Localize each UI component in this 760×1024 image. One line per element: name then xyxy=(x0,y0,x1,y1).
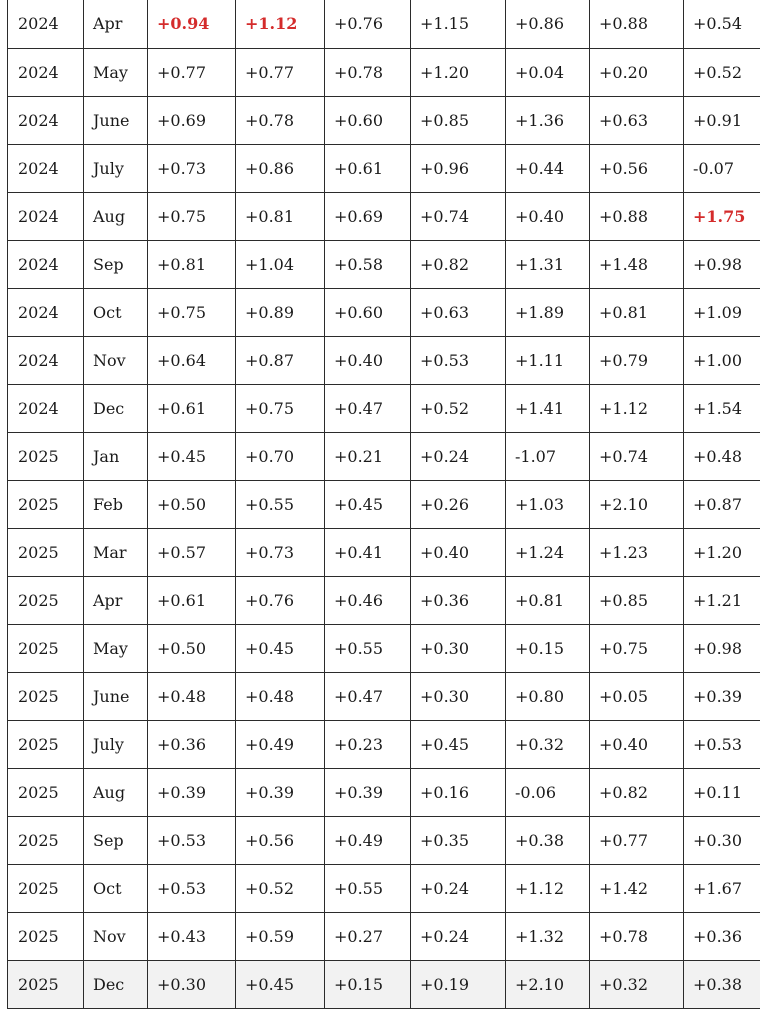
value-cell: +0.61 xyxy=(148,384,236,432)
value-cell: +0.40 xyxy=(411,528,506,576)
value-cell: +0.23 xyxy=(325,720,411,768)
value-cell: +0.55 xyxy=(325,864,411,912)
value-cell: +0.98 xyxy=(684,624,760,672)
year-cell: 2025 xyxy=(8,816,84,864)
value-cell: +0.70 xyxy=(236,432,325,480)
value-cell: +0.74 xyxy=(411,192,506,240)
table-row xyxy=(8,432,760,480)
value-cell: +0.76 xyxy=(325,0,411,48)
value-cell: +0.48 xyxy=(684,432,760,480)
value-cell: +0.46 xyxy=(325,576,411,624)
value-cell: +0.55 xyxy=(236,480,325,528)
value-cell-highlighted: +1.12 xyxy=(236,0,325,48)
value-cell: +0.24 xyxy=(411,432,506,480)
value-cell: +2.10 xyxy=(506,960,590,1008)
value-cell: +0.81 xyxy=(506,576,590,624)
month-cell: Aug xyxy=(84,192,148,240)
value-cell: +0.78 xyxy=(236,96,325,144)
month-cell: Oct xyxy=(84,288,148,336)
value-cell: +0.52 xyxy=(411,384,506,432)
value-cell: +0.74 xyxy=(590,432,684,480)
table-row xyxy=(8,192,760,240)
value-cell: +0.88 xyxy=(590,0,684,48)
value-cell: +1.15 xyxy=(411,0,506,48)
month-cell: Dec xyxy=(84,960,148,1008)
value-cell: +0.52 xyxy=(684,48,760,96)
value-cell: +0.63 xyxy=(590,96,684,144)
month-cell: Dec xyxy=(84,384,148,432)
value-cell: +0.63 xyxy=(411,288,506,336)
table-row xyxy=(8,144,760,192)
table-body xyxy=(8,0,760,1008)
value-cell: +0.85 xyxy=(590,576,684,624)
value-cell: +0.50 xyxy=(148,480,236,528)
month-cell: Apr xyxy=(84,576,148,624)
value-cell: +1.42 xyxy=(590,864,684,912)
month-cell: Sep xyxy=(84,240,148,288)
table-row xyxy=(8,912,760,960)
value-cell: +0.30 xyxy=(148,960,236,1008)
month-cell: Apr xyxy=(84,0,148,48)
value-cell: +0.45 xyxy=(236,624,325,672)
value-cell: +0.48 xyxy=(148,672,236,720)
value-cell: +1.00 xyxy=(684,336,760,384)
month-cell: Nov xyxy=(84,336,148,384)
value-cell: +0.49 xyxy=(236,720,325,768)
value-cell: +0.56 xyxy=(590,144,684,192)
value-cell: +1.54 xyxy=(684,384,760,432)
year-cell: 2024 xyxy=(8,144,84,192)
value-cell: +0.82 xyxy=(411,240,506,288)
value-cell: +1.67 xyxy=(684,864,760,912)
value-cell-highlighted: +1.75 xyxy=(684,192,760,240)
value-cell: +1.89 xyxy=(506,288,590,336)
value-cell: +0.60 xyxy=(325,96,411,144)
table-row xyxy=(8,528,760,576)
value-cell: +1.20 xyxy=(684,528,760,576)
value-cell: +1.31 xyxy=(506,240,590,288)
month-cell: Oct xyxy=(84,864,148,912)
value-cell: +1.41 xyxy=(506,384,590,432)
value-cell: +0.81 xyxy=(236,192,325,240)
anomaly-table xyxy=(7,0,760,1009)
table-row xyxy=(8,864,760,912)
value-cell: +0.39 xyxy=(148,768,236,816)
value-cell: +0.32 xyxy=(590,960,684,1008)
year-cell: 2025 xyxy=(8,768,84,816)
table-row xyxy=(8,480,760,528)
value-cell: +0.73 xyxy=(148,144,236,192)
table-row xyxy=(8,336,760,384)
value-cell: +1.03 xyxy=(506,480,590,528)
value-cell: +2.10 xyxy=(590,480,684,528)
value-cell: +0.40 xyxy=(590,720,684,768)
value-cell: +1.32 xyxy=(506,912,590,960)
month-cell: May xyxy=(84,624,148,672)
table-row xyxy=(8,624,760,672)
value-cell: +1.12 xyxy=(590,384,684,432)
value-cell: +0.50 xyxy=(148,624,236,672)
table-row xyxy=(8,672,760,720)
value-cell: +0.21 xyxy=(325,432,411,480)
value-cell: +1.12 xyxy=(506,864,590,912)
value-cell: +0.64 xyxy=(148,336,236,384)
value-cell: +0.80 xyxy=(506,672,590,720)
value-cell: +0.61 xyxy=(148,576,236,624)
value-cell: +0.36 xyxy=(684,912,760,960)
value-cell: +0.73 xyxy=(236,528,325,576)
value-cell: +0.75 xyxy=(236,384,325,432)
value-cell: -1.07 xyxy=(506,432,590,480)
value-cell: +0.53 xyxy=(684,720,760,768)
value-cell: +0.54 xyxy=(684,0,760,48)
year-cell: 2025 xyxy=(8,864,84,912)
month-cell: Feb xyxy=(84,480,148,528)
value-cell: +0.04 xyxy=(506,48,590,96)
value-cell: +0.77 xyxy=(236,48,325,96)
value-cell: +0.56 xyxy=(236,816,325,864)
value-cell: +0.39 xyxy=(236,768,325,816)
year-cell: 2025 xyxy=(8,480,84,528)
value-cell: +0.40 xyxy=(506,192,590,240)
value-cell: +0.77 xyxy=(590,816,684,864)
value-cell: +0.49 xyxy=(325,816,411,864)
value-cell: +0.15 xyxy=(325,960,411,1008)
year-cell: 2025 xyxy=(8,528,84,576)
year-cell: 2025 xyxy=(8,720,84,768)
month-cell: May xyxy=(84,48,148,96)
year-cell: 2024 xyxy=(8,0,84,48)
value-cell: +0.58 xyxy=(325,240,411,288)
value-cell: +1.21 xyxy=(684,576,760,624)
value-cell: +0.41 xyxy=(325,528,411,576)
value-cell: +0.69 xyxy=(325,192,411,240)
value-cell: +0.26 xyxy=(411,480,506,528)
value-cell: +0.52 xyxy=(236,864,325,912)
value-cell: +0.82 xyxy=(590,768,684,816)
value-cell: +0.39 xyxy=(684,672,760,720)
value-cell: +0.38 xyxy=(684,960,760,1008)
value-cell: +0.30 xyxy=(411,624,506,672)
value-cell: -0.07 xyxy=(684,144,760,192)
value-cell: +0.88 xyxy=(590,192,684,240)
table-row xyxy=(8,240,760,288)
value-cell: +1.04 xyxy=(236,240,325,288)
table-row xyxy=(8,960,760,1008)
year-cell: 2024 xyxy=(8,192,84,240)
value-cell: +0.47 xyxy=(325,672,411,720)
value-cell: +0.19 xyxy=(411,960,506,1008)
month-cell: Nov xyxy=(84,912,148,960)
value-cell: +0.24 xyxy=(411,864,506,912)
value-cell: +0.76 xyxy=(236,576,325,624)
table-row xyxy=(8,720,760,768)
table-row xyxy=(8,384,760,432)
value-cell: +1.48 xyxy=(590,240,684,288)
value-cell: +0.39 xyxy=(325,768,411,816)
year-cell: 2025 xyxy=(8,432,84,480)
year-cell: 2024 xyxy=(8,96,84,144)
value-cell: -0.06 xyxy=(506,768,590,816)
table-row xyxy=(8,288,760,336)
value-cell: +0.30 xyxy=(684,816,760,864)
value-cell: +0.59 xyxy=(236,912,325,960)
table-row xyxy=(8,48,760,96)
value-cell: +0.36 xyxy=(148,720,236,768)
value-cell: +1.20 xyxy=(411,48,506,96)
value-cell: +0.44 xyxy=(506,144,590,192)
value-cell: +0.81 xyxy=(148,240,236,288)
month-cell: July xyxy=(84,720,148,768)
value-cell: +0.98 xyxy=(684,240,760,288)
value-cell: +0.47 xyxy=(325,384,411,432)
value-cell: +0.05 xyxy=(590,672,684,720)
value-cell: +0.20 xyxy=(590,48,684,96)
value-cell: +0.75 xyxy=(148,192,236,240)
value-cell: +0.77 xyxy=(148,48,236,96)
table-row xyxy=(8,96,760,144)
month-cell: July xyxy=(84,144,148,192)
value-cell: +0.86 xyxy=(236,144,325,192)
value-cell-highlighted: +0.94 xyxy=(148,0,236,48)
value-cell: +0.75 xyxy=(148,288,236,336)
value-cell: +0.32 xyxy=(506,720,590,768)
value-cell: +0.79 xyxy=(590,336,684,384)
value-cell: +0.15 xyxy=(506,624,590,672)
value-cell: +0.87 xyxy=(684,480,760,528)
value-cell: +0.38 xyxy=(506,816,590,864)
year-cell: 2024 xyxy=(8,240,84,288)
value-cell: +1.11 xyxy=(506,336,590,384)
table-row xyxy=(8,576,760,624)
value-cell: +0.53 xyxy=(148,816,236,864)
value-cell: +0.30 xyxy=(411,672,506,720)
value-cell: +0.86 xyxy=(506,0,590,48)
value-cell: +0.75 xyxy=(590,624,684,672)
value-cell: +0.69 xyxy=(148,96,236,144)
value-cell: +0.61 xyxy=(325,144,411,192)
value-cell: +0.57 xyxy=(148,528,236,576)
month-cell: Jan xyxy=(84,432,148,480)
value-cell: +0.11 xyxy=(684,768,760,816)
month-cell: June xyxy=(84,96,148,144)
data-table-container xyxy=(7,0,760,1009)
value-cell: +0.96 xyxy=(411,144,506,192)
month-cell: Aug xyxy=(84,768,148,816)
value-cell: +0.55 xyxy=(325,624,411,672)
year-cell: 2024 xyxy=(8,336,84,384)
value-cell: +0.48 xyxy=(236,672,325,720)
value-cell: +0.60 xyxy=(325,288,411,336)
value-cell: +0.81 xyxy=(590,288,684,336)
value-cell: +0.53 xyxy=(148,864,236,912)
value-cell: +0.78 xyxy=(325,48,411,96)
table-row xyxy=(8,816,760,864)
value-cell: +1.36 xyxy=(506,96,590,144)
value-cell: +0.45 xyxy=(148,432,236,480)
year-cell: 2025 xyxy=(8,912,84,960)
value-cell: +0.27 xyxy=(325,912,411,960)
value-cell: +0.87 xyxy=(236,336,325,384)
value-cell: +0.24 xyxy=(411,912,506,960)
value-cell: +0.78 xyxy=(590,912,684,960)
year-cell: 2025 xyxy=(8,624,84,672)
value-cell: +0.45 xyxy=(411,720,506,768)
value-cell: +0.35 xyxy=(411,816,506,864)
table-row xyxy=(8,0,760,48)
month-cell: June xyxy=(84,672,148,720)
year-cell: 2024 xyxy=(8,384,84,432)
value-cell: +0.89 xyxy=(236,288,325,336)
value-cell: +0.40 xyxy=(325,336,411,384)
table-row xyxy=(8,768,760,816)
month-cell: Sep xyxy=(84,816,148,864)
year-cell: 2024 xyxy=(8,288,84,336)
year-cell: 2025 xyxy=(8,960,84,1008)
value-cell: +0.36 xyxy=(411,576,506,624)
year-cell: 2025 xyxy=(8,672,84,720)
value-cell: +0.85 xyxy=(411,96,506,144)
value-cell: +0.53 xyxy=(411,336,506,384)
year-cell: 2025 xyxy=(8,576,84,624)
value-cell: +1.24 xyxy=(506,528,590,576)
value-cell: +1.09 xyxy=(684,288,760,336)
value-cell: +0.45 xyxy=(236,960,325,1008)
value-cell: +0.91 xyxy=(684,96,760,144)
year-cell: 2024 xyxy=(8,48,84,96)
value-cell: +0.45 xyxy=(325,480,411,528)
value-cell: +0.16 xyxy=(411,768,506,816)
month-cell: Mar xyxy=(84,528,148,576)
value-cell: +1.23 xyxy=(590,528,684,576)
value-cell: +0.43 xyxy=(148,912,236,960)
